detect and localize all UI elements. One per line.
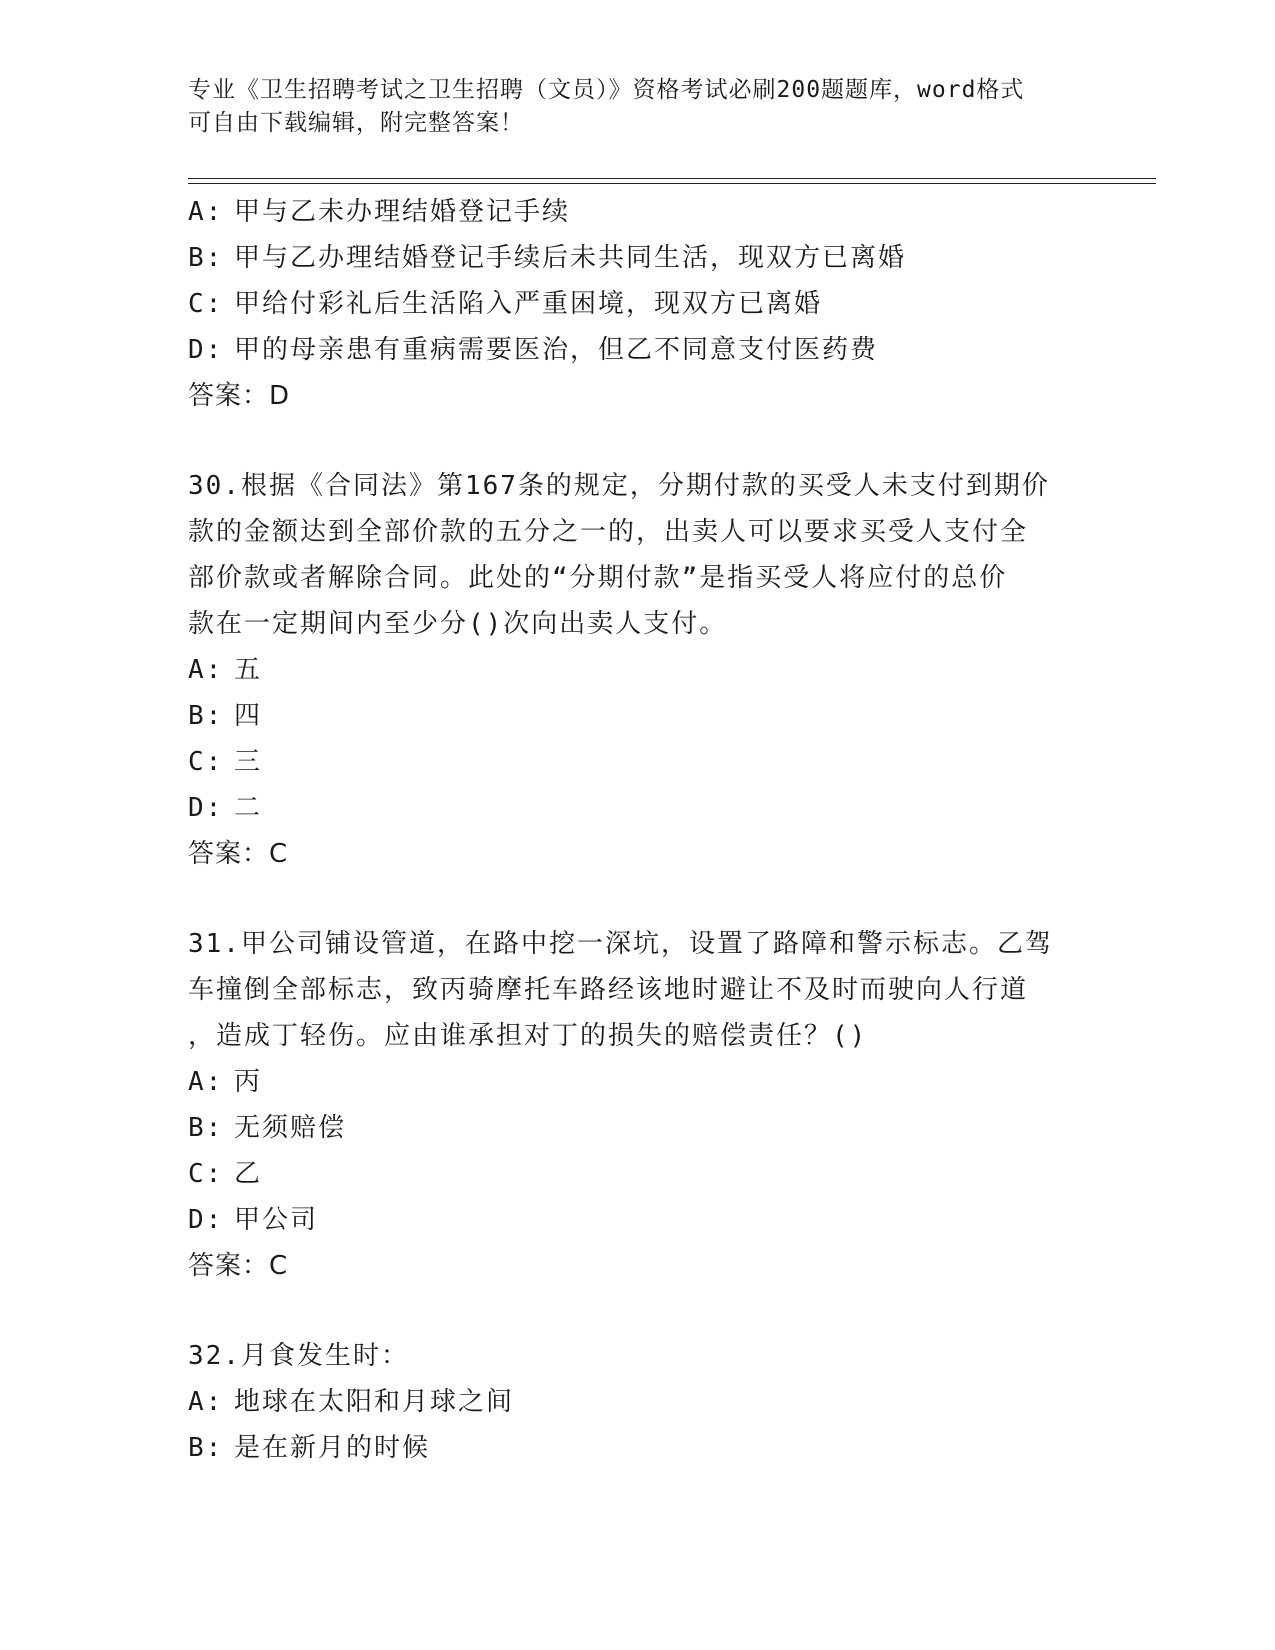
option-prefix: D: [188,793,224,823]
question-stem-line: 车撞倒全部标志，致丙骑摩托车路经该地时避让不及时而驶向人行道 [188,975,1029,1005]
option-text: 无须赔偿 [234,1113,347,1143]
option-a [188,189,1088,235]
option-text: 甲给付彩礼后生活陷入严重困境，现双方已离婚 [234,289,823,319]
option-prefix: A: [188,197,224,227]
option-text: 五 [234,655,263,685]
option-prefix: B: [188,701,224,731]
option-prefix: A: [188,1387,224,1417]
option-b [188,235,1088,281]
option-text: 甲公司 [234,1205,319,1235]
option-text: 甲与乙办理结婚登记手续后未共同生活，现双方已离婚 [234,243,907,273]
question-32 [188,1333,1088,1471]
option-d [188,1197,1088,1243]
option-d [188,327,1088,373]
option-text: 乙 [234,1159,263,1189]
option-b [188,1425,1088,1471]
option-text: 二 [234,793,263,823]
option-a [188,647,1088,693]
spacer [188,1289,1088,1333]
option-prefix: C: [188,747,224,777]
answer: 答案：C [188,839,289,869]
question-30 [188,463,1088,877]
option-c [188,281,1088,327]
option-text: 甲与乙未办理结婚登记手续 [234,197,571,227]
option-b [188,693,1088,739]
spacer [188,419,1088,463]
option-text: 丙 [234,1067,263,1097]
question-stem-line: 32.月食发生时： [188,1341,409,1371]
option-b [188,1105,1088,1151]
question-stem-line: 30.根据《合同法》第167条的规定，分期付款的买受人未支付到期价 [188,471,1050,501]
option-text: 是在新月的时候 [234,1433,431,1463]
answer: 答案：D [188,381,291,411]
document-header [188,74,1068,140]
header-line-1: 专业《卫生招聘考试之卫生招聘（文员）》资格考试必刷200题题库，word格式 [188,77,1025,103]
option-text: 地球在太阳和月球之间 [234,1387,515,1417]
option-prefix: B: [188,1113,224,1143]
question-stem-line: 部价款或者解除合同。此处的“分期付款”是指买受人将应付的总价 [188,563,1008,593]
option-c [188,1151,1088,1197]
option-prefix: C: [188,289,224,319]
option-a [188,1059,1088,1105]
question-31 [188,921,1088,1289]
spacer [188,877,1088,921]
option-prefix: B: [188,243,224,273]
option-prefix: D: [188,1205,224,1235]
question-stem-line: 款的金额达到全部价款的五分之一的，出卖人可以要求买受人支付全 [188,517,1029,547]
question-29 [188,189,1088,419]
header-rule-bottom [188,183,1156,184]
option-prefix: B: [188,1433,224,1463]
option-prefix: C: [188,1159,224,1189]
question-stem-line: 31.甲公司铺设管道，在路中挖一深坑，设置了路障和警示标志。乙驾 [188,929,1053,959]
option-prefix: D: [188,335,224,365]
option-prefix: A: [188,655,224,685]
option-c [188,739,1088,785]
header-rule-top [188,178,1156,179]
option-text: 甲的母亲患有重病需要医治，但乙不同意支付医药费 [234,335,879,365]
option-text: 三 [234,747,263,777]
header-line-2: 可自由下载编辑，附完整答案！ [188,110,524,136]
question-stem-line: 款在一定期间内至少分()次向出卖人支付。 [188,609,728,639]
question-stem-line: ，造成丁轻伤。应由谁承担对丁的损失的赔偿责任？() [188,1021,868,1051]
option-prefix: A: [188,1067,224,1097]
option-text: 四 [234,701,263,731]
option-d [188,785,1088,831]
option-a [188,1379,1088,1425]
question-list [188,189,1088,1471]
answer: 答案：C [188,1251,289,1281]
